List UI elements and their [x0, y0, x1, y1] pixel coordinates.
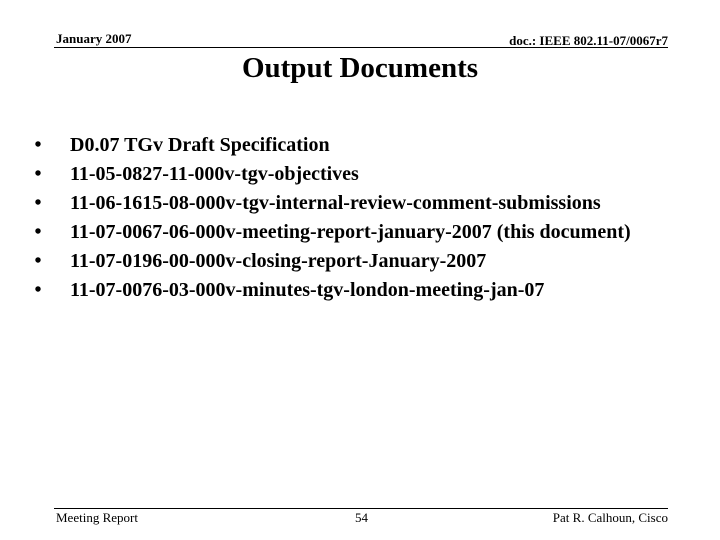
bullet-item-objectives	[28, 160, 678, 189]
bullet-icon: •	[34, 163, 42, 185]
bullet-text: 11-06-1615-08-000v-tgv-internal-review-comment-submissions	[70, 192, 601, 214]
bullet-list	[28, 131, 678, 305]
bullet-item-draft-spec	[28, 131, 678, 160]
bullet-text: 11-07-0067-06-000v-meeting-report-january-2007 (this document)	[70, 221, 631, 243]
footer-divider	[54, 508, 668, 509]
header-doc-id: doc.: IEEE 802.11-07/0067r7	[509, 33, 668, 48]
bullet-text: 11-07-0076-03-000v-minutes-tgv-london-meeting-jan-07	[70, 279, 545, 301]
bullet-item-minutes	[28, 276, 678, 305]
slide-title: Output Documents	[241, 52, 479, 84]
bullet-text: D0.07 TGv Draft Specification	[70, 134, 330, 156]
bullet-item-closing-report	[28, 247, 678, 276]
bullet-item-meeting-report	[28, 218, 678, 247]
header-divider	[54, 47, 668, 48]
bullet-icon: •	[34, 279, 42, 301]
footer-author: Pat R. Calhoun, Cisco	[552, 510, 668, 525]
header-date: January 2007	[56, 31, 132, 46]
bullet-icon: •	[34, 250, 42, 272]
footer-meeting-report: Meeting Report	[56, 510, 138, 525]
bullet-icon: •	[34, 134, 42, 156]
bullet-item-review-comments	[28, 189, 678, 218]
bullet-text: 11-07-0196-00-000v-closing-report-January-2007	[70, 250, 487, 272]
bullet-icon: •	[34, 192, 42, 214]
bullet-text: 11-05-0827-11-000v-tgv-objectives	[70, 163, 359, 185]
footer-page-number: 54	[355, 510, 368, 525]
bullet-icon: •	[34, 221, 42, 243]
